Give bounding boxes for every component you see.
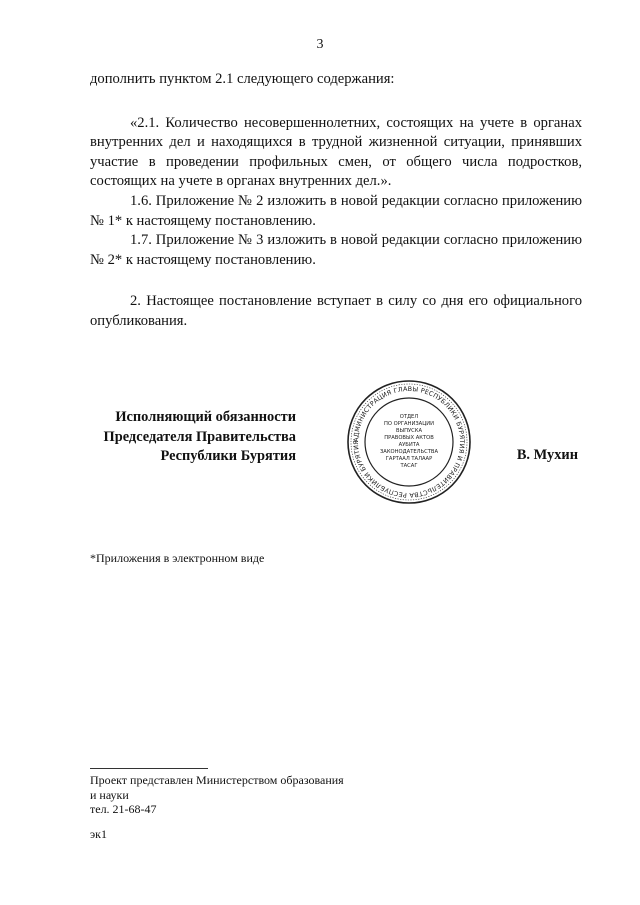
seal-line: ПО ОРГАНИЗАЦИИ xyxy=(383,421,435,427)
signature-title xyxy=(90,408,296,467)
signatory-name: В. Мухин xyxy=(516,447,578,463)
footnote: *Приложения в электронном виде xyxy=(90,551,265,565)
signature-title-line-1: Исполняющий обязанности xyxy=(115,409,296,425)
document-code: эк1 xyxy=(90,827,107,841)
page-number: 3 xyxy=(316,37,324,52)
intro-line: дополнить пунктом 2.1 следующего содержания: xyxy=(90,71,395,87)
signature-title-line-3: Республики Бурятия xyxy=(160,448,296,464)
seal-line: ВЫПУСКА xyxy=(395,428,423,434)
seal-line: АУБИТА xyxy=(398,442,420,448)
official-seal-icon xyxy=(345,378,473,506)
project-phone: тел. 21-68-47 xyxy=(90,802,157,816)
seal-line: ТАСАГ xyxy=(400,463,418,469)
paragraph-2: 2. Настоящее постановление вступает в силу со дня его официального опубликования. xyxy=(90,293,582,329)
document-body xyxy=(90,70,582,332)
seal-line: ПРАВОВЫХ АКТОВ xyxy=(384,435,434,441)
seal-line: ОТДЕЛ xyxy=(399,414,419,420)
paragraph-1-6: 1.6. Приложение № 2 изложить в новой редакции согласно приложению № 1* к настоящему постановлению. xyxy=(90,192,582,229)
project-note-line-2: и науки xyxy=(90,787,129,802)
project-note xyxy=(90,773,344,817)
seal-line: ГАРТААЛ ТАЛААР xyxy=(385,456,433,462)
seal-outer-text: АДМИНИСТРАЦИЯ ГЛАВЫ РЕСПУБЛИКИ БУРЯТИЯ И ПРАВИТЕЛЬСТВА РЕСПУБЛИКИ БУРЯТИЯ xyxy=(351,384,467,500)
seal-line: ЗАКОНОДАТЕЛЬСТВА xyxy=(379,449,439,455)
footer-divider xyxy=(90,768,208,769)
paragraph-1-7: 1.7. Приложение № 3 изложить в новой редакции согласно приложению № 2* к настоящему постановлению. xyxy=(90,232,582,268)
paragraph-2-1: «2.1. Количество несовершеннолетних, состоящих на учете в органах внутренних дел и находящихся в трудной жизненной ситуации, принявших участие в проведении профильных смен, от общего числа подростков, состоящих на учете в органах внутренних дел.». xyxy=(90,114,582,190)
signature-title-line-2: Председателя Правительства xyxy=(103,428,296,445)
project-note-line-1: Проект представлен Министерством образования xyxy=(90,773,344,787)
